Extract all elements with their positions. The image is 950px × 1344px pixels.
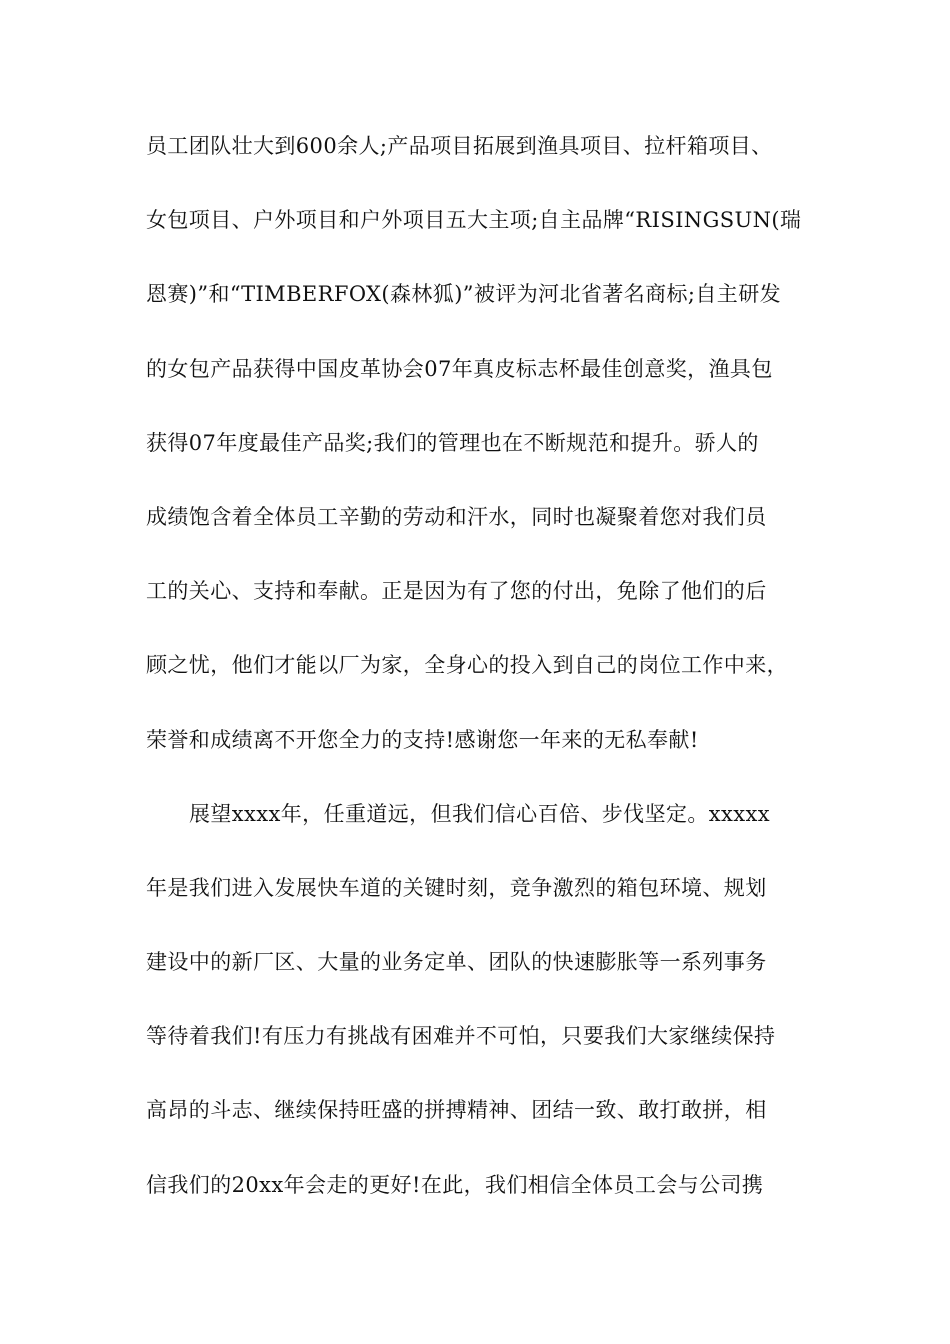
body-text bbox=[146, 128, 826, 1241]
text-line: 恩赛)”和“TIMBERFOX(森林狐)”被评为河北省著名商标;自主研发 bbox=[146, 282, 782, 307]
text-line: 顾之忧，他们才能以厂为家，全身心的投入到自己的岗位工作中来， bbox=[146, 653, 788, 678]
text-line: 等待着我们!有压力有挑战有困难并不可怕，只要我们大家继续保持 bbox=[146, 1024, 776, 1049]
text-line: 的女包产品获得中国皮革协会07年真皮标志杯最佳创意奖，渔具包 bbox=[146, 356, 773, 381]
text-line: 获得07年度最佳产品奖;我们的管理也在不断规范和提升。骄人的 bbox=[146, 430, 759, 455]
text-line: 高昂的斗志、继续保持旺盛的拼搏精神、团结一致、敢打敢拼，相 bbox=[146, 1098, 767, 1123]
text-line: 信我们的20xx年会走的更好!在此，我们相信全体员工会与公司携 bbox=[146, 1172, 764, 1197]
text-line: 工的关心、支持和奉献。正是因为有了您的付出，免除了他们的后 bbox=[146, 579, 767, 604]
text-line: 建设中的新厂区、大量的业务定单、团队的快速膨胀等一系列事务 bbox=[146, 950, 767, 975]
text-line: 荣誉和成绩离不开您全力的支持!感谢您一年来的无私奉献! bbox=[146, 727, 699, 752]
paragraph-start-line: 展望xxxx年，任重道远，但我们信心百倍、步伐坚定。xxxxx bbox=[189, 801, 770, 826]
text-line: 年是我们进入发展快车道的关键时刻，竞争激烈的箱包环境、规划 bbox=[146, 875, 767, 900]
text-line: 成绩饱含着全体员工辛勤的劳动和汗水，同时也凝聚着您对我们员 bbox=[146, 504, 767, 529]
text-line: 员工团队壮大到600余人;产品项目拓展到渔具项目、拉杆箱项目、 bbox=[146, 134, 773, 158]
text-line: 女包项目、户外项目和户外项目五大主项;自主品牌“RISINGSUN(瑞 bbox=[146, 208, 802, 233]
